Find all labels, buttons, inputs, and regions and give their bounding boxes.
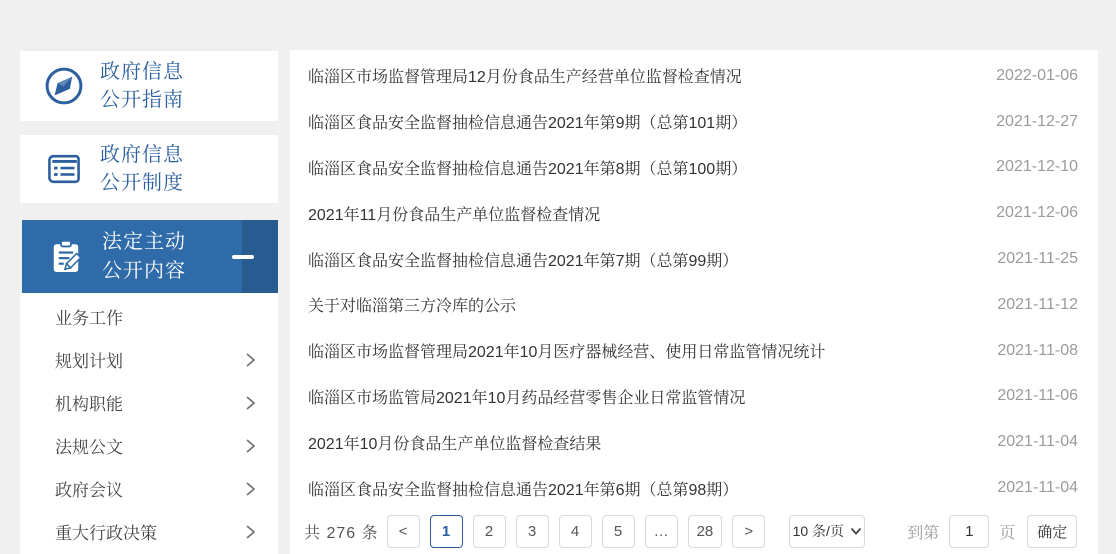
news-title-link[interactable]: 临淄区市场监督管理局2021年10月医疗器械经营、使用日常监管情况统计 (308, 344, 826, 362)
chevron-right-icon (244, 352, 256, 368)
page-button-1[interactable]: 1 (430, 515, 463, 548)
menu-item-label: 业务工作 (55, 309, 123, 328)
menu-item-label: 机构职能 (55, 395, 123, 414)
news-row[interactable] (290, 190, 1098, 236)
news-title-link[interactable]: 临淄区市场监督管理局12月份食品生产经营单位监督检查情况 (308, 69, 742, 87)
book-list-icon (42, 147, 86, 191)
menu-item-label: 法规公文 (55, 438, 123, 457)
sidebar-item-statutory-disclosure-active[interactable] (22, 220, 278, 293)
clipboard-pencil-icon (44, 235, 88, 279)
news-date: 2021-11-12 (997, 295, 1078, 313)
news-row[interactable] (290, 236, 1098, 282)
news-title-link[interactable]: 临淄区市场监管局2021年10月药品经营零售企业日常监管情况 (308, 389, 746, 407)
news-row[interactable] (290, 374, 1098, 420)
chevron-right-icon (244, 395, 256, 411)
page-button-2[interactable]: 2 (473, 515, 506, 548)
page-unit-label: 页 (999, 524, 1016, 542)
page-ellipsis-button[interactable]: … (645, 515, 678, 548)
sidebar-item-gov-meetings[interactable] (20, 467, 278, 510)
sidebar-item-gov-info-guide[interactable] (20, 51, 278, 121)
news-date: 2022-01-06 (996, 66, 1078, 84)
news-date: 2021-11-25 (997, 250, 1078, 268)
news-title-link[interactable]: 临淄区食品安全监督抽检信息通告2021年第7期（总第99期） (308, 252, 739, 270)
news-title-link[interactable]: 2021年11月份食品生产单位监督检查情况 (308, 206, 601, 224)
menu-item-label: 政府会议 (55, 481, 123, 500)
chevron-down-icon (850, 527, 862, 535)
news-row[interactable] (290, 282, 1098, 328)
news-title-link[interactable]: 关于对临淄第三方冷库的公示 (308, 298, 517, 316)
news-date: 2021-12-27 (996, 112, 1078, 130)
chevron-right-icon (244, 481, 256, 497)
news-list-panel (290, 50, 1098, 554)
sidebar-submenu (20, 293, 278, 554)
news-row[interactable] (290, 99, 1098, 145)
confirm-button[interactable]: 确定 (1027, 515, 1077, 548)
news-date: 2021-11-04 (997, 433, 1078, 451)
collapse-minus-icon[interactable] (232, 255, 254, 259)
news-row[interactable] (290, 419, 1098, 465)
page-button-28[interactable]: 28 (688, 515, 723, 548)
jump-page-input[interactable] (949, 515, 989, 548)
prev-page-button[interactable]: < (387, 515, 420, 548)
news-date: 2021-11-04 (997, 479, 1078, 497)
page-button-4[interactable]: 4 (559, 515, 592, 548)
sidebar-item-gov-info-system[interactable] (20, 135, 278, 203)
news-row[interactable] (290, 53, 1098, 99)
news-date: 2021-11-08 (997, 341, 1078, 359)
chevron-right-icon (244, 524, 256, 540)
next-page-button[interactable]: > (732, 515, 765, 548)
pagination-bar (290, 515, 1098, 548)
news-title-link[interactable]: 2021年10月份食品生产单位监督检查结果 (308, 435, 602, 453)
page-button-5[interactable]: 5 (602, 515, 635, 548)
sidebar-item-regulations[interactable] (20, 424, 278, 467)
jump-to-label: 到第 (907, 524, 940, 542)
menu-item-label: 重大行政决策 (55, 524, 157, 543)
news-title-link[interactable]: 临淄区食品安全监督抽检信息通告2021年第6期（总第98期） (308, 481, 739, 499)
menu-item-label: 规划计划 (55, 352, 123, 371)
news-title-link[interactable]: 临淄区食品安全监督抽检信息通告2021年第8期（总第100期） (308, 160, 748, 178)
sidebar-item-label: 政府信息 公开指南 (100, 61, 184, 111)
sidebar-item-planning[interactable] (20, 338, 278, 381)
news-date: 2021-12-06 (996, 204, 1078, 222)
page-size-dropdown[interactable] (789, 515, 865, 548)
sidebar-item-label: 政府信息 公开制度 (100, 144, 184, 194)
news-date: 2021-11-06 (997, 387, 1078, 405)
news-title-link[interactable]: 临淄区食品安全监督抽检信息通告2021年第9期（总第101期） (308, 115, 748, 133)
page-button-3[interactable]: 3 (516, 515, 549, 548)
sidebar-item-org-functions[interactable] (20, 381, 278, 424)
page-size-label: 10 条/页 (792, 523, 844, 540)
news-row[interactable] (290, 328, 1098, 374)
news-date: 2021-12-10 (996, 158, 1078, 176)
news-row[interactable] (290, 145, 1098, 191)
news-row[interactable] (290, 465, 1098, 511)
compass-icon (42, 64, 86, 108)
sidebar-item-business-work[interactable] (20, 295, 278, 338)
sidebar-item-major-decisions[interactable] (20, 510, 278, 553)
sidebar-item-label: 法定主动 公开内容 (102, 230, 186, 282)
total-count-label: 共 276 条 (304, 524, 379, 542)
chevron-right-icon (244, 438, 256, 454)
sidebar (20, 51, 278, 554)
